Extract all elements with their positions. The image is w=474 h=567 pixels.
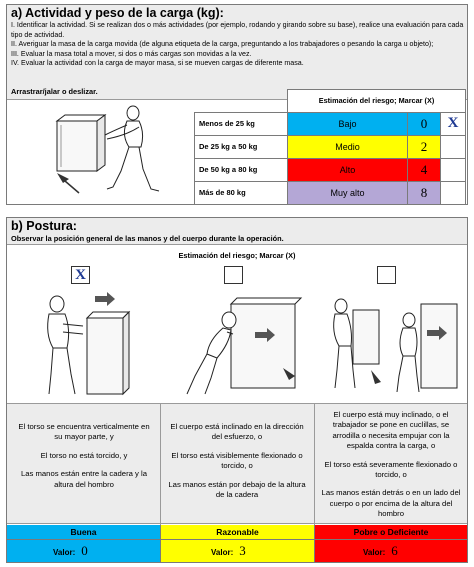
section-a-panel (6, 4, 468, 205)
description-text: El cuerpo está inclinado en la dirección del esfuerzo, o (170, 422, 304, 442)
value-number: 6 (391, 543, 398, 558)
column-divider (314, 404, 315, 525)
risk-score-cell: 2 (408, 135, 441, 158)
posture-mark-checkbox[interactable] (377, 266, 396, 284)
section-b-subtitle: Observar la posición general de las manos y del cuerpo durante la operación. (11, 234, 284, 243)
weight-range-label: De 50 kg a 80 kg (195, 158, 288, 181)
section-b-header (7, 218, 467, 245)
instruction-line: III. Evaluar la masa total a mover, si dos o más cargas son movidas a la vez. (11, 49, 252, 58)
rating-band-poor: Pobre o Deficiente (315, 525, 467, 540)
rating-band-good: Buena (7, 525, 161, 540)
risk-mark-checkbox[interactable] (441, 135, 466, 158)
risk-table-header: Estimación del riesgo; Marcar (X) (288, 90, 466, 113)
value-label: Valor: (211, 548, 234, 557)
value-cell-poor (315, 540, 467, 562)
value-cell-good (7, 540, 161, 562)
table-row (195, 181, 466, 204)
weight-range-label: Menos de 25 kg (195, 112, 288, 135)
instruction-line: II. Averiguar la masa de la carga movida (de alguna etiqueta de la carga, preguntando a los trabajadores o pesando la carga u objeto); (11, 40, 434, 49)
weight-range-label: Más de 80 kg (195, 181, 288, 204)
inclined-push-illustration (179, 290, 313, 400)
section-a-title: a) Actividad y peso de la carga (kg): (11, 6, 224, 20)
poor-posture-illustrations (323, 290, 463, 400)
column-divider (160, 404, 161, 525)
description-text: El torso está visiblemente flexionado o torcido, o (171, 450, 303, 471)
worker-pulling-illustration (47, 101, 177, 203)
risk-level-cell: Muy alto (288, 181, 408, 204)
activity-label: Arrastrar/jalar o deslizar. (11, 87, 98, 96)
instruction-line: I. Identificar la actividad. Si se realizan dos o más actividades (por ejemplo, rodando y girando sobre su base), realice una evaluación para cada (11, 21, 464, 29)
risk-level-cell: Medio (288, 135, 408, 158)
risk-table-corner (195, 90, 288, 113)
section-b-title: b) Postura: (11, 219, 77, 233)
posture-mark-checkbox[interactable]: X (71, 266, 90, 284)
table-row (195, 158, 466, 181)
description-text: Las manos están entre la cadera y la altura del hombro (20, 469, 148, 489)
risk-mark-checkbox[interactable] (441, 181, 466, 204)
description-text: Las manos están por debajo de la altura de la cadera (168, 479, 306, 500)
posture-description-row (7, 403, 467, 524)
description-text: El cuerpo está muy inclinado, o el trabajador se pone en cuclillas, se arrodilla o necesita empujar con la espalda contra la carga, o (332, 410, 450, 451)
risk-level-cell: Bajo (288, 112, 408, 135)
description-text: El torso se encuentra verticalmente en su mayor parte, y (18, 422, 150, 442)
posture-description-good (15, 404, 153, 525)
weight-range-label: De 25 kg a 50 kg (195, 135, 288, 158)
risk-mark-checkbox[interactable] (441, 158, 466, 181)
description-text: Las manos están detrás o en un lado del cuerpo o por encima de la altura del hombro (321, 488, 461, 519)
value-label: Valor: (363, 548, 386, 557)
value-label: Valor: (53, 548, 76, 557)
weight-risk-table (194, 89, 466, 205)
instruction-line: IV. Evaluar la actividad con la carga de mayor masa, si se mueven cargas de diferente masa. (11, 59, 304, 68)
section-a-header (7, 5, 467, 100)
value-number: 3 (239, 543, 246, 558)
rating-band-fair: Razonable (161, 525, 315, 540)
description-text: El torso no está torcido, y (40, 450, 128, 460)
section-b-panel (6, 217, 468, 563)
table-row (195, 135, 466, 158)
risk-score-cell: 0 (408, 112, 441, 135)
description-text: El torso está severamente flexionado o torcido, o (324, 459, 458, 480)
posture-description-poor (319, 404, 463, 525)
instruction-line: tipo de actividad. (11, 30, 65, 39)
value-number: 0 (81, 543, 88, 558)
upright-push-illustration (27, 290, 157, 400)
section-a-instructions (11, 21, 467, 69)
risk-score-cell: 4 (408, 158, 441, 181)
risk-score-cell: 8 (408, 181, 441, 204)
value-cell-fair (161, 540, 315, 562)
table-row (195, 112, 466, 135)
posture-mark-checkbox[interactable] (224, 266, 243, 284)
posture-estimation-label: Estimación del riesgo; Marcar (X) (178, 251, 296, 260)
risk-mark-checkbox[interactable]: X (441, 112, 466, 135)
risk-level-cell: Alto (288, 158, 408, 181)
posture-description-fair (167, 404, 307, 525)
